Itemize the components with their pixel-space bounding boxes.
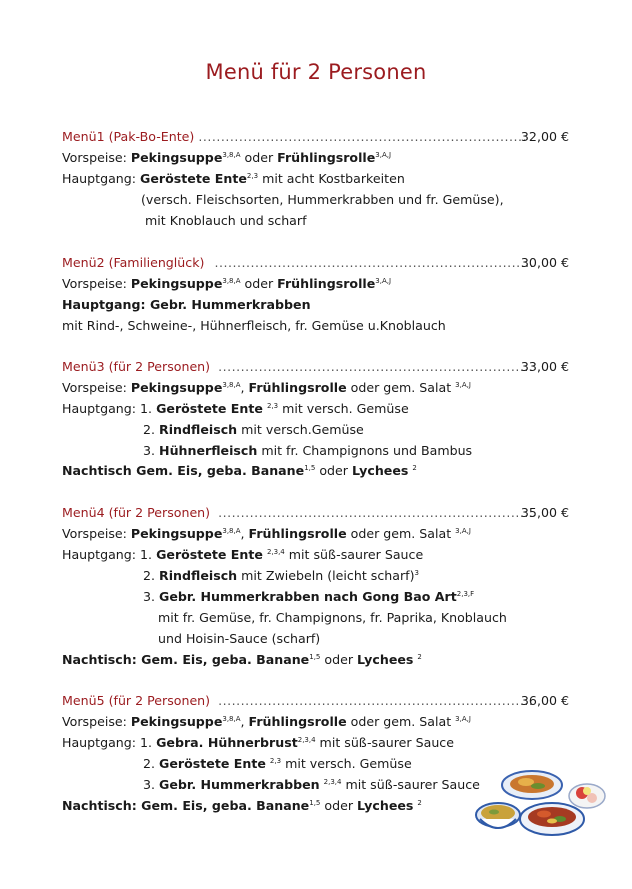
menu5-hauptgang-3: 3. Gebr. Hummerkrabben $^{2,3,4}$ mit süß-saurer Sauce: [143, 777, 480, 792]
menu2-detail: mit Rind-, Schweine-, Hühnerfleisch, fr. Gemüse u.Knoblauch: [62, 318, 446, 333]
menu3-dots: ......................................................................: [218, 359, 534, 374]
menu1-heading-row: [62, 129, 527, 145]
menu2-price: 30,00 €: [520, 255, 569, 270]
menu2-vorspeise: Vorspeise: Pekingsuppe$^{3,8,A}$ oder Frühlingsrolle$^{3,A,J}$: [62, 276, 392, 291]
menu1-price: 32,00 €: [520, 129, 569, 144]
menu1-dots: .........................................................................: [198, 129, 528, 144]
menu2-dots: .......................................................................: [214, 255, 535, 270]
menu2-hauptgang: Hauptgang: Gebr. Hummerkrabben: [62, 297, 311, 312]
menu5-price: 36,00 €: [520, 693, 569, 708]
food-dishes-icon: [474, 763, 606, 841]
menu3-nachtisch: Nachtisch Gem. Eis, geba. Banane$^{1,5}$ oder Lychees $^2$: [62, 463, 417, 478]
menu5-vorspeise: Vorspeise: Pekingsuppe$^{3,8,A}$, Frühlingsrolle oder gem. Salat $^{3,A,J}$: [62, 714, 471, 729]
menu1-detail-2: mit Knoblauch und scharf: [145, 213, 307, 228]
menu1-heading: Menü1 (Pak-Bo-Ente): [62, 129, 195, 144]
menu1-hauptgang: Hauptgang: Geröstete Ente$^{2,3}$ mit acht Kostbarkeiten: [62, 171, 405, 186]
menu5-heading-row: [62, 693, 533, 709]
page-title: Menü für 2 Personen: [205, 60, 427, 84]
menu3-heading: Menü3 (für 2 Personen): [62, 359, 211, 374]
menu4-detail-2: und Hoisin-Sauce (scharf): [158, 631, 321, 646]
menu3-hauptgang-3: 3. Hühnerfleisch mit fr. Champignons und Bambus: [143, 443, 473, 458]
menu5-heading: Menü5 (für 2 Personen): [62, 693, 211, 708]
menu2-heading: Menü2 (Familienglück): [62, 255, 205, 270]
menu4-price: 35,00 €: [520, 505, 569, 520]
menu4-hauptgang-2: 2. Rindfleisch mit Zwiebeln (leicht scharf)$^3$: [143, 568, 419, 583]
menu2-heading-row: [62, 255, 534, 271]
menu3-heading-row: [62, 359, 533, 375]
menu3-hauptgang-1: Hauptgang: 1. Geröstete Ente $^{2,3}$ mit versch. Gemüse: [62, 401, 409, 416]
menu4-nachtisch: Nachtisch: Gem. Eis, geba. Banane$^{1,5}$ oder Lychees $^2$: [62, 652, 422, 667]
menu4-hauptgang-1: Hauptgang: 1. Geröstete Ente $^{2,3,4}$ mit süß-saurer Sauce: [62, 547, 424, 562]
menu4-vorspeise: Vorspeise: Pekingsuppe$^{3,8,A}$, Frühlingsrolle oder gem. Salat $^{3,A,J}$: [62, 526, 471, 541]
menu5-hauptgang-1: Hauptgang: 1. Gebra. Hühnerbrust$^{2,3,4}$ mit süß-saurer Sauce: [62, 735, 454, 750]
menu5-nachtisch: Nachtisch: Gem. Eis, geba. Banane$^{1,5}$ oder Lychees $^2$: [62, 798, 422, 813]
menu3-price: 33,00 €: [520, 359, 569, 374]
menu5-hauptgang-2: 2. Geröstete Ente $^{2,3}$ mit versch. Gemüse: [143, 756, 412, 771]
menu4-hauptgang-3: 3. Gebr. Hummerkrabben nach Gong Bao Art$^{2,3,F}$: [143, 589, 475, 604]
menu1-vorspeise: Vorspeise: Pekingsuppe$^{3,8,A}$ oder Frühlingsrolle$^{3,A,J}$: [62, 150, 392, 165]
menu4-dots: ......................................................................: [218, 505, 534, 520]
menu3-vorspeise: Vorspeise: Pekingsuppe$^{3,8,A}$, Frühlingsrolle oder gem. Salat $^{3,A,J}$: [62, 380, 471, 395]
menu4-heading-row: [62, 505, 533, 521]
menu3-hauptgang-2: 2. Rindfleisch mit versch.Gemüse: [143, 422, 364, 437]
menu1-detail-1: (versch. Fleischsorten, Hummerkrabben und fr. Gemüse),: [141, 192, 504, 207]
menu5-dots: ......................................................................: [218, 693, 534, 708]
food-dishes-illustration: [474, 763, 606, 841]
menu4-detail-1: mit fr. Gemüse, fr. Champignons, fr. Paprika, Knoblauch: [158, 610, 507, 625]
menu4-heading: Menü4 (für 2 Personen): [62, 505, 211, 520]
